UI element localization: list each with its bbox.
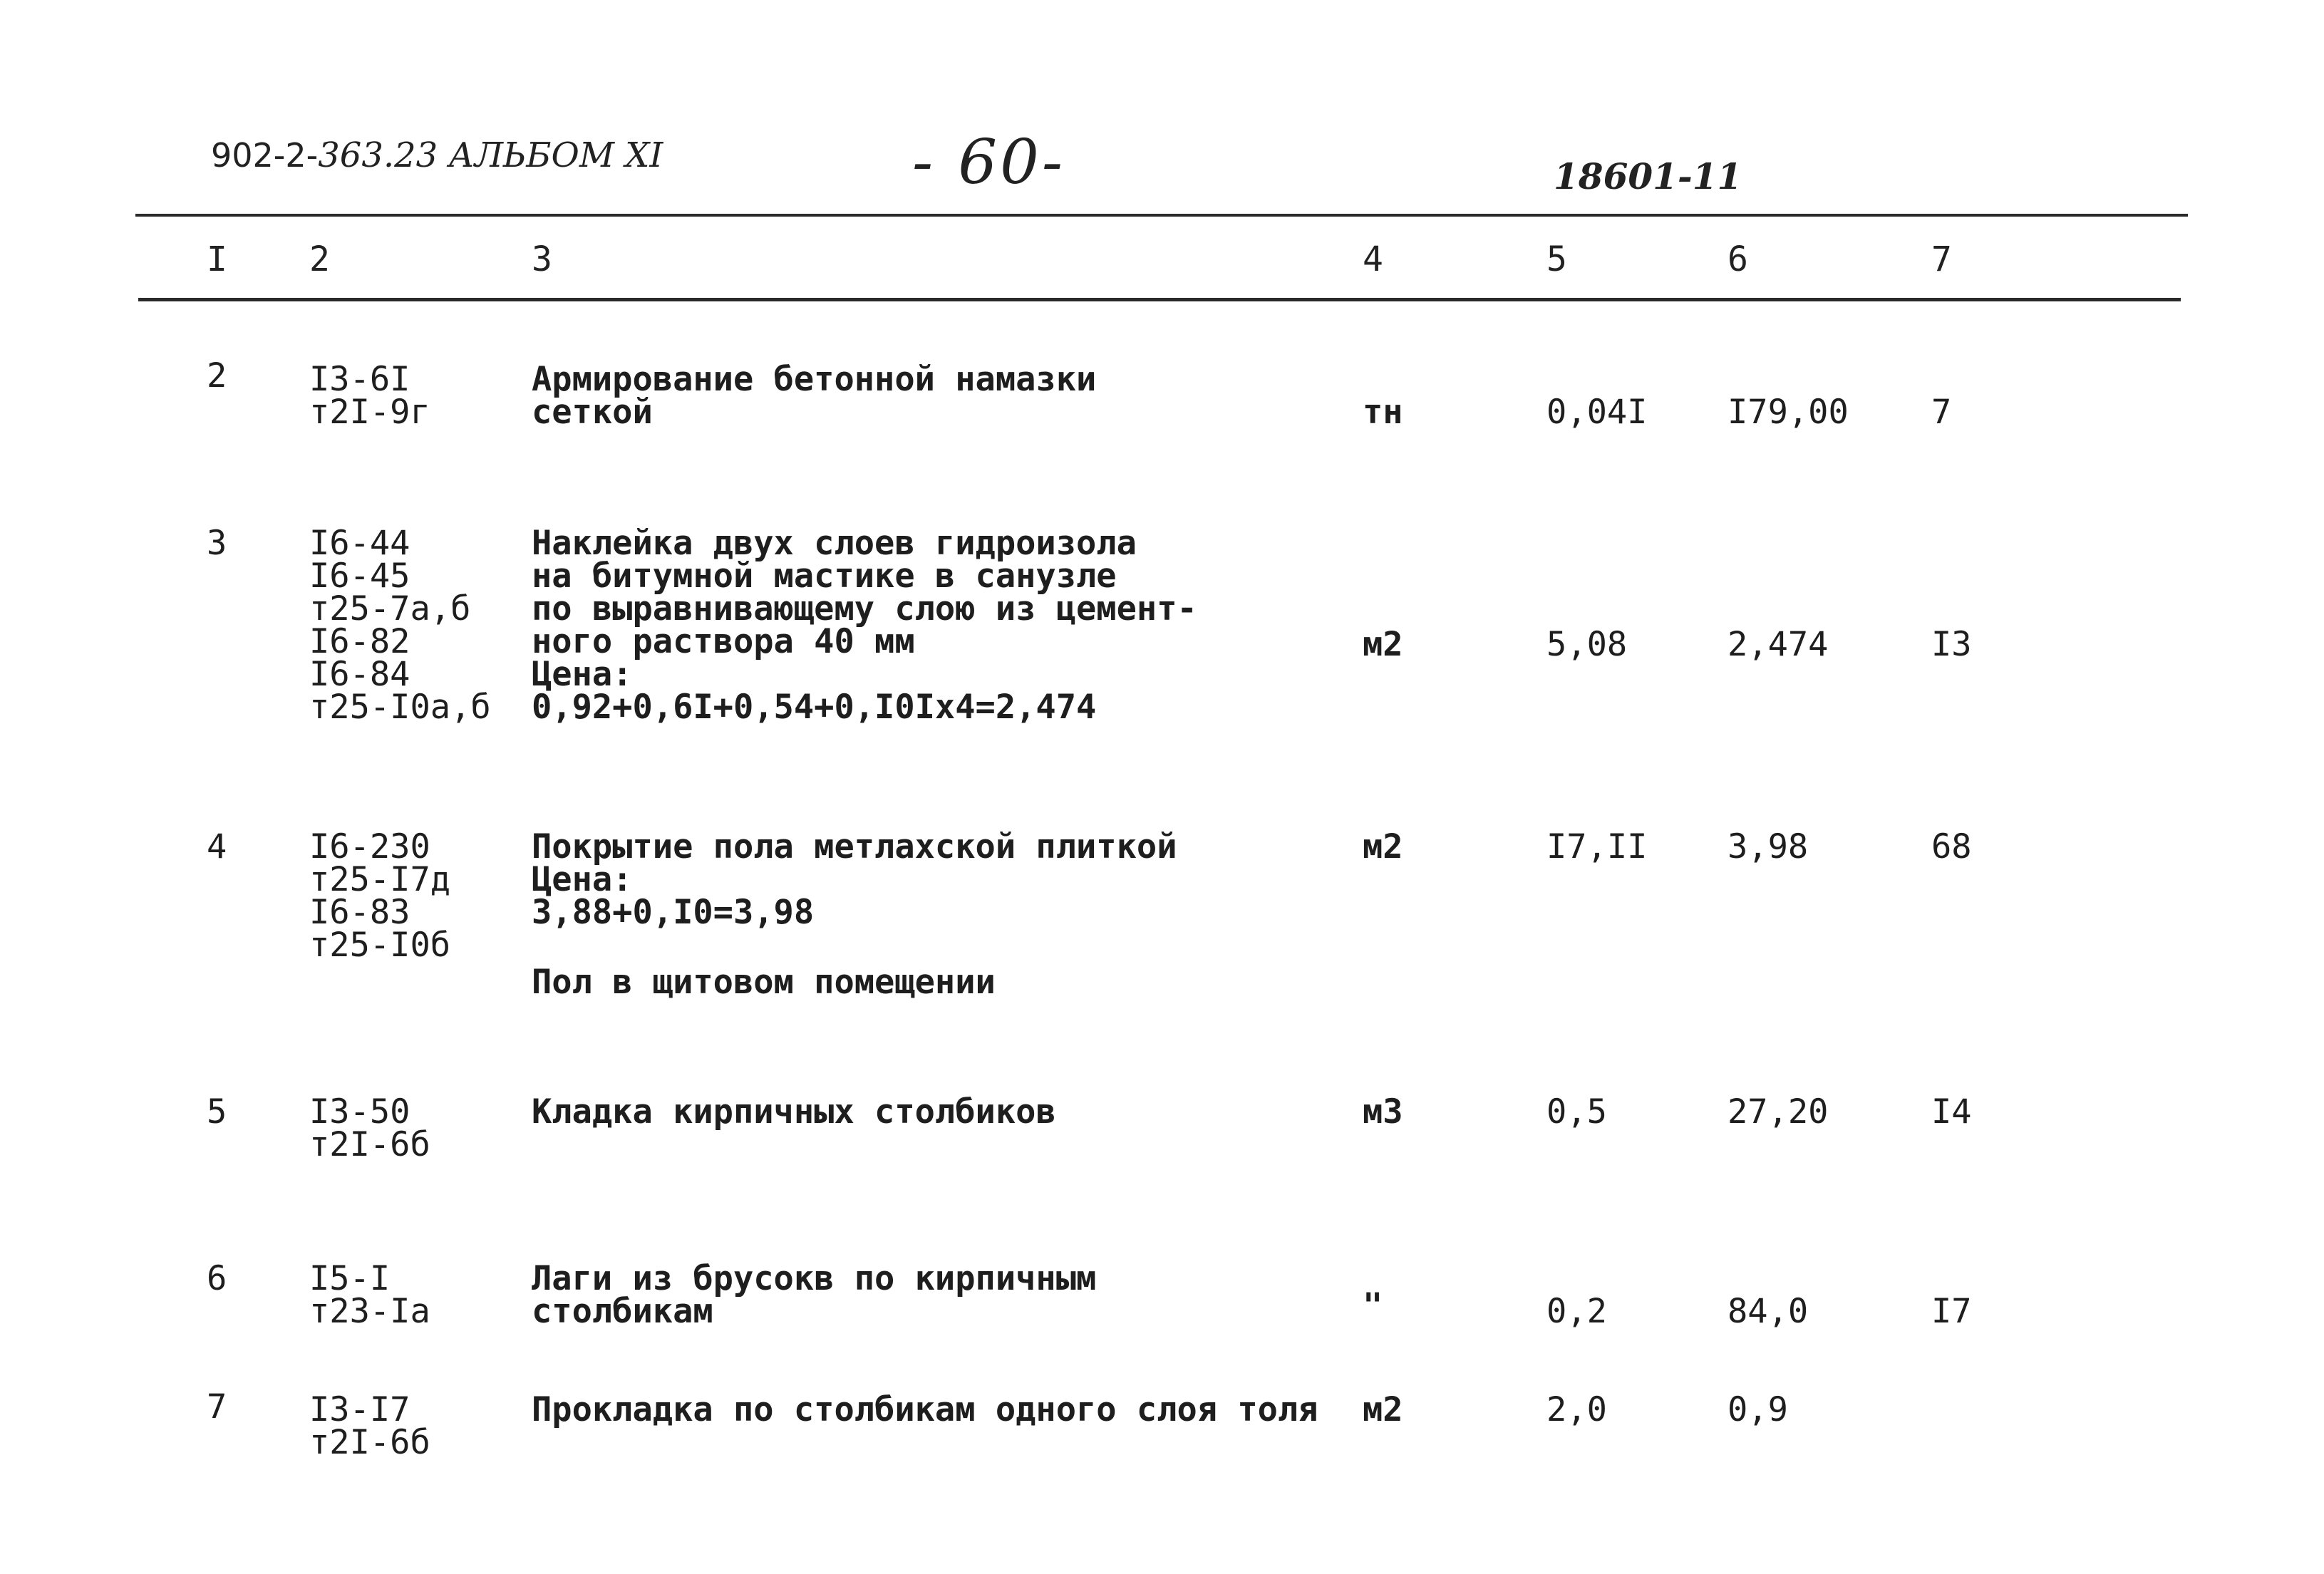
description-line: Кладка кирпичных столбиков [532,1092,1056,1132]
section-title: Пол в щитовом помещении [532,963,996,1002]
document-code [211,135,663,175]
row-unit: м2 [1363,827,1403,866]
row-price: 27,20 [1727,1092,1829,1132]
archive-number: 18601-11 [1554,155,1742,197]
description-line: Покрытие пола метлахской плиткой [532,827,1177,866]
row-price: I79,00 [1727,393,1849,432]
row-codes [309,1092,430,1164]
row-unit: м3 [1363,1092,1403,1132]
row-codes [309,524,491,727]
code-line: I6-83 [309,893,410,932]
document-code-handwritten: 363.23 АЛЬБОМ XI [318,135,663,175]
code-line: т23-Iа [309,1292,430,1331]
row-number: 3 [207,524,227,563]
code-line: I5-I [309,1259,391,1298]
row-unit: м2 [1363,1390,1403,1429]
description-line: ного раствора 40 мм [532,622,915,661]
row-description [532,360,1097,432]
row-price: 84,0 [1727,1292,1809,1331]
description-line: 3,88+0,I0=3,98 [532,893,815,932]
column-head-1: I [207,239,227,279]
row-unit: тн [1363,393,1403,432]
page-number: - 60- [912,127,1065,198]
row-number: 6 [207,1259,227,1298]
description-line: Армирование бетонной намазки [532,360,1097,399]
description-line: Лаги из брусокв по кирпичным [532,1259,1097,1298]
row-codes [309,1259,430,1331]
description-line: столбикам [532,1292,713,1331]
code-line: I6-44 [309,524,410,563]
row-codes [309,360,430,432]
row-quantity: 0,04I [1546,393,1648,432]
description-line: Цена: [532,860,633,899]
row-quantity: I7,II [1546,827,1648,866]
row-price: 2,474 [1727,625,1829,664]
row-quantity: 0,5 [1546,1092,1607,1132]
row-number: 5 [207,1092,227,1132]
description-line: Цена: [532,655,633,694]
row-quantity: 2,0 [1546,1390,1607,1429]
row-total: 7 [1931,393,1952,432]
column-head-7: 7 [1931,239,1952,279]
description-line: Прокладка по столбикам одного слоя толя [532,1390,1318,1429]
row-number: 4 [207,827,227,866]
description-line: 0,92+0,6I+0,54+0,I0Iх4=2,474 [532,688,1097,727]
row-unit: " [1363,1286,1383,1325]
row-total: I4 [1931,1092,1972,1132]
code-line: I3-I7 [309,1390,410,1429]
row-codes [309,827,451,965]
header-rule-bottom [138,298,2181,301]
column-head-3: 3 [532,239,552,279]
description-line: Наклейка двух слоев гидроизола [532,524,1137,563]
code-line: т25-I0б [309,926,451,965]
description-line: сеткой [532,393,653,432]
code-line: т25-7а,б [309,589,471,628]
code-line: I6-82 [309,622,410,661]
column-head-4: 4 [1363,239,1383,279]
row-price: 3,98 [1727,827,1809,866]
row-number: 7 [207,1387,227,1427]
row-description [532,1092,1056,1132]
code-line: т25-I0а,б [309,688,491,727]
row-quantity: 5,08 [1546,625,1628,664]
row-total: I3 [1931,625,1972,664]
description-line: по выравнивающему слою из цемент- [532,589,1197,628]
row-quantity: 0,2 [1546,1292,1607,1331]
code-line: I6-84 [309,655,410,694]
row-unit: м2 [1363,625,1403,664]
column-head-2: 2 [309,239,330,279]
row-description [532,827,1177,932]
row-price: 0,9 [1727,1390,1788,1429]
code-line: I3-50 [309,1092,410,1132]
row-total: 68 [1931,827,1972,866]
code-line: т25-I7д [309,860,451,899]
row-total: I7 [1931,1292,1972,1331]
column-head-5: 5 [1546,239,1567,279]
column-head-6: 6 [1727,239,1748,279]
row-description [532,524,1197,727]
code-line: т2I-9г [309,393,430,432]
header-rule-top [135,214,2188,217]
code-line: т2I-6б [309,1125,430,1164]
description-line: на битумной мастике в санузле [532,556,1117,596]
document-code-prefix: 902-2- [211,136,319,175]
row-codes [309,1390,430,1462]
code-line: I3-6I [309,360,410,399]
code-line: I6-230 [309,827,430,866]
code-line: т2I-6б [309,1423,430,1462]
code-line: I6-45 [309,556,410,596]
row-description [532,1390,1318,1429]
row-description [532,1259,1097,1331]
row-number: 2 [207,356,227,395]
